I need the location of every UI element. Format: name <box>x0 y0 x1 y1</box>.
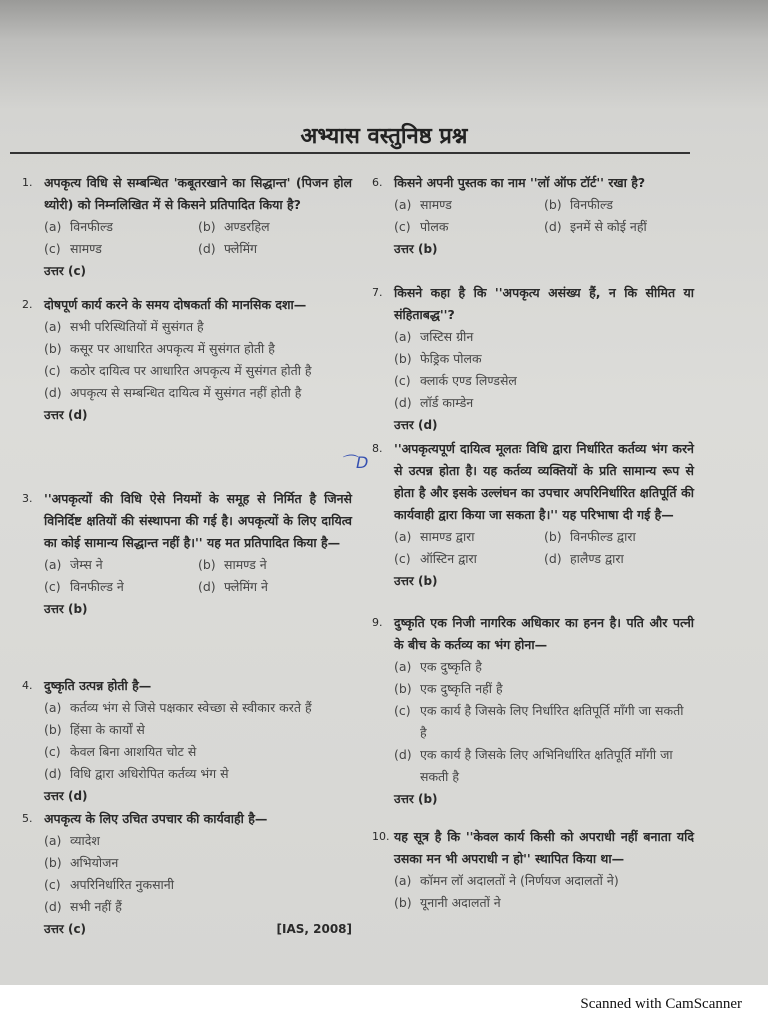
question-number: 10. <box>372 830 390 843</box>
option-label: (d) <box>394 395 412 410</box>
option-text: विनफील्ड <box>70 219 113 234</box>
question-item <box>22 488 352 620</box>
option-text: सामण्ड ने <box>224 557 267 572</box>
question-item <box>372 826 694 914</box>
option <box>44 382 352 404</box>
option <box>394 392 694 414</box>
question-header <box>372 282 694 326</box>
answer-row <box>44 598 352 620</box>
question-number: 9. <box>372 616 383 629</box>
option <box>198 554 352 576</box>
option-text: कठोर दायित्व पर आधारित अपकृत्य में सुसंगत होती है <box>70 363 312 378</box>
option-text: इनमें से कोई नहीं <box>570 219 647 234</box>
option <box>44 874 352 896</box>
source-tag: [IAS, 2008] <box>276 922 352 936</box>
option-label: (c) <box>394 703 411 718</box>
answer-text: उत्तर (b) <box>394 792 438 806</box>
option-label: (d) <box>394 747 412 762</box>
question-number: 2. <box>22 298 33 311</box>
option-text: अण्डरहिल <box>224 219 270 234</box>
option-label: (a) <box>394 873 412 888</box>
answer-text: उत्तर (d) <box>394 418 438 432</box>
question-header <box>372 172 694 194</box>
question-header <box>372 612 694 656</box>
option-text: सामण्ड द्वारा <box>420 529 475 544</box>
option-text: पोलक <box>420 219 449 234</box>
option-label: (d) <box>544 551 562 566</box>
option <box>544 526 694 548</box>
option <box>44 697 352 719</box>
option-label: (a) <box>394 197 412 212</box>
option-text: ऑस्टिन द्वारा <box>420 551 477 566</box>
question-number: 6. <box>372 176 383 189</box>
option-label: (b) <box>198 557 216 572</box>
option <box>394 678 694 700</box>
option-text: जस्टिस ग्रीन <box>420 329 474 344</box>
option <box>44 338 352 360</box>
answer-text: उत्तर (d) <box>44 789 88 803</box>
handwritten-mark: ⌒D <box>340 453 369 472</box>
option-text: एक कार्य है जिसके लिए निर्धारित क्षतिपूर्ति माँगी जा सकती है <box>420 703 684 740</box>
option-text: कर्तव्य भंग से जिसे पक्षकार स्वेच्छा से स्वीकार करते हैं <box>70 700 312 715</box>
answer-text: उत्तर (c) <box>44 264 87 278</box>
option-text: विनफील्ड ने <box>70 579 124 594</box>
question-number: 1. <box>22 176 33 189</box>
answer-text: उत्तर (c) <box>44 922 87 936</box>
question-header <box>22 808 352 830</box>
option <box>198 576 352 598</box>
option <box>44 360 352 382</box>
answer-row <box>394 414 694 436</box>
option <box>394 700 694 744</box>
question-number: 7. <box>372 286 383 299</box>
option <box>44 576 198 598</box>
option-text: फ्लेमिंग ने <box>224 579 268 594</box>
options <box>44 554 352 598</box>
option <box>44 554 198 576</box>
option-text: फेड्रिक पोलक <box>420 351 482 366</box>
option-label: (b) <box>44 341 62 356</box>
option-label: (a) <box>44 319 62 334</box>
option-label: (d) <box>544 219 562 234</box>
option-text: सभी नहीं हैं <box>70 899 122 914</box>
option-label: (a) <box>44 557 62 572</box>
option <box>44 830 352 852</box>
question-item <box>22 294 352 426</box>
option-label: (a) <box>394 659 412 674</box>
option <box>198 238 352 260</box>
question-item <box>372 438 694 592</box>
option-text: कॉमन लॉ अदालतों ने (निर्णयज अदालतों ने) <box>420 873 619 888</box>
answer-row <box>44 260 352 282</box>
option-label: (a) <box>44 833 62 848</box>
question-item <box>372 172 694 260</box>
option-label: (b) <box>394 895 412 910</box>
question-header <box>372 826 694 870</box>
option-text: विधि द्वारा अधिरोपित कर्तव्य भंग से <box>70 766 229 781</box>
option <box>44 741 352 763</box>
option <box>394 548 544 570</box>
option-label: (a) <box>44 219 62 234</box>
option-text: केवल बिना आशयित चोट से <box>70 744 197 759</box>
question-text: दोषपूर्ण कार्य करने के समय दोषकर्ता की मानसिक दशा— <box>44 297 307 312</box>
option <box>44 896 352 918</box>
option <box>44 316 352 338</box>
options <box>394 656 694 788</box>
page-title: अभ्यास वस्तुनिष्ठ प्रश्न <box>300 124 468 149</box>
answer-row <box>394 570 694 592</box>
option-label: (a) <box>44 700 62 715</box>
option <box>394 326 694 348</box>
question-number: 3. <box>22 492 33 505</box>
answer-row <box>44 918 352 940</box>
option-label: (b) <box>394 681 412 696</box>
option-text: एक दुष्कृति नहीं है <box>420 681 503 696</box>
option-label: (c) <box>44 744 61 759</box>
option-label: (a) <box>394 329 412 344</box>
option-label: (d) <box>44 385 62 400</box>
question-text: दुष्कृति एक निजी नागरिक अधिकार का हनन है। पति और पत्नी के बीच के कर्तव्य का भंग होना— <box>394 615 694 652</box>
options <box>44 216 352 260</box>
question-header <box>22 294 352 316</box>
answer-text: उत्तर (b) <box>44 602 88 616</box>
answer-row <box>44 785 352 807</box>
option <box>394 370 694 392</box>
answer-text: उत्तर (b) <box>394 574 438 588</box>
options <box>44 697 352 785</box>
option-label: (b) <box>544 529 562 544</box>
option <box>394 744 694 788</box>
option-text: सामण्ड <box>70 241 102 256</box>
options <box>394 870 694 914</box>
option-text: क्लार्क एण्ड लिण्डसेल <box>420 373 517 388</box>
options <box>394 326 694 414</box>
answer-text: उत्तर (b) <box>394 242 438 256</box>
option-text: यूनानी अदालतों ने <box>420 895 501 910</box>
option-text: जेम्स ने <box>70 557 103 572</box>
option-label: (d) <box>44 899 62 914</box>
option-label: (b) <box>44 722 62 737</box>
question-text: दुष्कृति उत्पन्न होती है— <box>44 678 152 693</box>
option-label: (b) <box>198 219 216 234</box>
option-text: एक कार्य है जिसके लिए अभिनिर्धारित क्षतिपूर्ति माँगी जा सकती है <box>420 747 673 784</box>
option-text: विनफील्ड द्वारा <box>570 529 636 544</box>
question-number: 4. <box>22 679 33 692</box>
option <box>394 656 694 678</box>
option <box>394 892 694 914</box>
option-text: सभी परिस्थितियों में सुसंगत है <box>70 319 204 334</box>
option <box>394 348 694 370</box>
option-label: (b) <box>544 197 562 212</box>
question-number: 5. <box>22 812 33 825</box>
question-number: 8. <box>372 442 383 455</box>
option-label: (c) <box>44 241 61 256</box>
options <box>44 316 352 404</box>
option-label: (d) <box>198 241 216 256</box>
option-text: फ्लेमिंग <box>224 241 258 256</box>
option-text: कसूर पर आधारित अपकृत्य में सुसंगत होती है <box>70 341 275 356</box>
option-label: (d) <box>198 579 216 594</box>
option-text: अपरिनिर्धारित नुकसानी <box>70 877 174 892</box>
option-label: (c) <box>44 579 61 594</box>
option-text: लॉर्ड काम्डेन <box>420 395 474 410</box>
question-text: ''अपकृत्यपूर्ण दायित्व मूलतः विधि द्वारा निर्धारित कर्तव्य भंग करने से उत्पन्न होता है। यह कर्तव्य व्यक्तियों के प्रति सामान्य रूप से होता है और इसके उल्लंघन का उपचार अपरिनिर्धारित क्षतिपूर्ति की कार्यवाही द्वारा किया जा सकता है।'' यह परिभाषा दी गई है— <box>394 441 694 522</box>
question-item <box>22 675 352 807</box>
options <box>44 830 352 918</box>
option-label: (a) <box>394 529 412 544</box>
option-label: (c) <box>44 877 61 892</box>
option-label: (c) <box>394 551 411 566</box>
answer-row <box>394 238 694 260</box>
question-item <box>22 808 352 940</box>
option <box>394 194 544 216</box>
question-header <box>22 172 352 216</box>
question-text: अपकृत्य के लिए उचित उपचार की कार्यवाही है— <box>44 811 268 826</box>
option-text: हालैण्ड द्वारा <box>570 551 624 566</box>
options <box>394 526 694 570</box>
question-item <box>22 172 352 282</box>
option-label: (c) <box>394 373 411 388</box>
option <box>394 216 544 238</box>
question-item <box>372 282 694 436</box>
option <box>44 238 198 260</box>
title-rule <box>10 152 690 154</box>
option-label: (b) <box>44 855 62 870</box>
option-text: सामण्ड <box>420 197 452 212</box>
option <box>394 870 694 892</box>
question-text: ''अपकृत्यों की विधि ऐसे नियमों के समूह से निर्मित है जिनसे विनिर्दिष्ट क्षतियों की संस्थापना की गई है। अपकृत्यों के लिए दायित्व का कोई सामान्य सिद्धान्त नहीं है।'' यह मत प्रतिपादित किया है— <box>44 491 352 550</box>
option <box>394 526 544 548</box>
answer-text: उत्तर (d) <box>44 408 88 422</box>
option-text: एक दुष्कृति है <box>420 659 482 674</box>
question-text: किसने अपनी पुस्तक का नाम ''लॉ ऑफ टॉर्ट'' रखा है? <box>394 175 646 190</box>
option-text: हिंसा के कार्यों से <box>70 722 145 737</box>
option-label: (c) <box>44 363 61 378</box>
option <box>544 194 694 216</box>
answer-row <box>394 788 694 810</box>
option-text: व्यादेश <box>70 833 100 848</box>
question-header <box>22 488 352 554</box>
option <box>44 852 352 874</box>
option-text: अपकृत्य से सम्बन्धित दायित्व में सुसंगत नहीं होती है <box>70 385 302 400</box>
question-item <box>372 612 694 810</box>
option-text: विनफील्ड <box>570 197 613 212</box>
scanner-watermark: Scanned with CamScanner <box>580 996 742 1012</box>
question-header <box>372 438 694 526</box>
option <box>198 216 352 238</box>
question-text: किसने कहा है कि ''अपकृत्य असंख्य हैं, न कि सीमित या संहिताबद्ध''? <box>394 285 694 322</box>
option-label: (d) <box>44 766 62 781</box>
option-label: (b) <box>394 351 412 366</box>
option <box>544 216 694 238</box>
answer-row <box>44 404 352 426</box>
options <box>394 194 694 238</box>
option <box>44 763 352 785</box>
question-header <box>22 675 352 697</box>
option-text: अभियोजन <box>70 855 119 870</box>
question-text: यह सूत्र है कि ''केवल कार्य किसी को अपराधी नहीं बनाता यदि उसका मन भी अपराधी न हो'' स्थापित किया था— <box>394 829 694 866</box>
option <box>544 548 694 570</box>
option-label: (c) <box>394 219 411 234</box>
question-text: अपकृत्य विधि से सम्बन्धित 'कबूतरखाने का सिद्धान्त' (पिजन होल थ्योरी) को निम्नलिखित में से किसने प्रतिपादित किया है? <box>44 175 352 212</box>
option <box>44 216 198 238</box>
option <box>44 719 352 741</box>
